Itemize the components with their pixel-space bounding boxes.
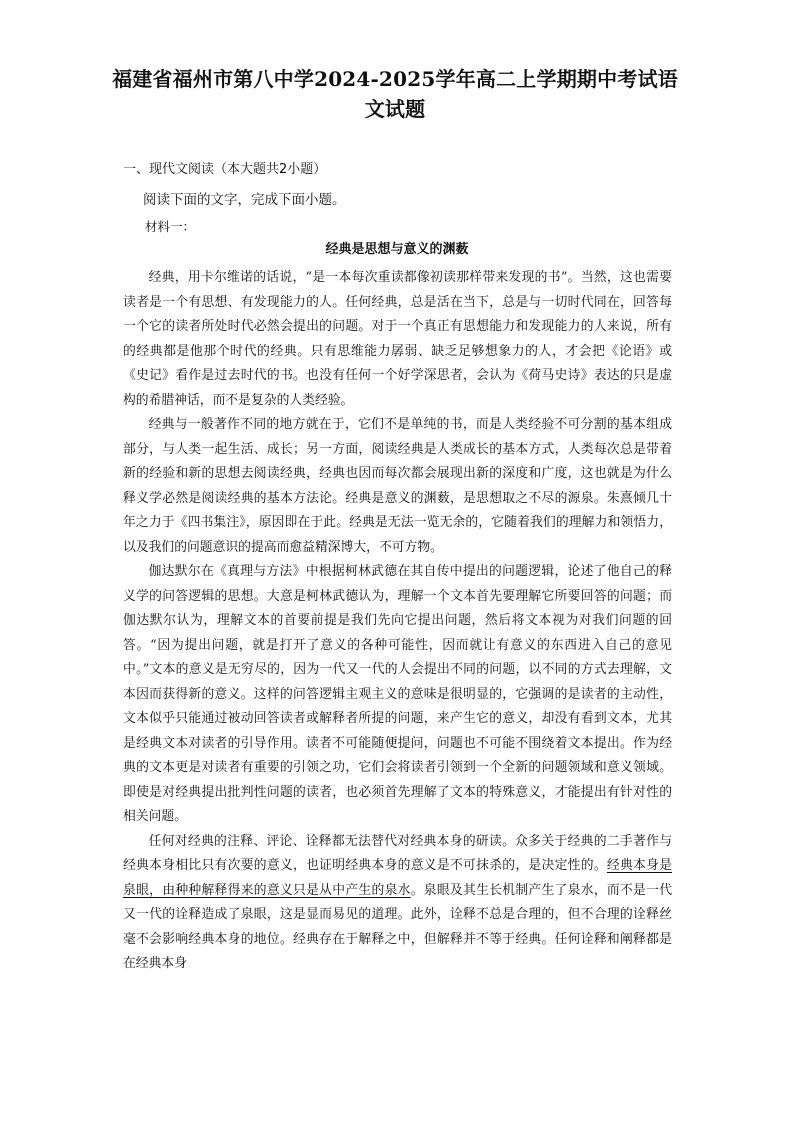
paragraph-3: 伽达默尔在《真理与方法》中根据柯林武德在其自传中提出的问题逻辑，论述了他自己的释义学的问答逻辑的思想。大意是柯林武德认为，理解一个文本首先要理解它所要回答的问题；而伽达默尔认为，理解文本的首要前提是我们先向它提出问题，然后将文本视为对我们问题的回答。“因为提出问题，就是打开了意义的各种可能性，因而就让有意义的东西进入自己的意见中。”文本的意义是无穷尽的，因为一代又一代的人会提出不同的问题，以不同的方式去理解，文本因而获得新的意义。这样的问答逻辑主观主义的意味是很明显的，它强调的是读者的主动性，文本似乎只能通过被动回答读者或解释者所提的问题，来产生它的意义，却没有看到文本，尤其是经典文本对读者的引导作用。读者不可能随便提问，问题也不可能不围绕着文本提出。作为经典的文本更是对读者有重要的引领之功，它们会将读者引领到一个全新的问题领域和意义领域。即使是对经典提出批判性问题的读者，也必须首先理解了文本的特殊意义，才能提出有针对性的相关问题。 [123, 564, 672, 824]
paragraph-4-text-before: 任何对经典的注释、评论、诠释都无法替代对经典本身的研读。众多关于经典的二手著作与经典本身相比只有次要的意义，也证明经典本身的意义是不可抹杀的，是决定性的。 [123, 833, 672, 873]
article-body [123, 266, 672, 1076]
paragraph-4 [123, 830, 672, 977]
document-title: 福建省福州市第八中学2024-2025学年高二上学期期中考试语文试题 [112, 67, 678, 121]
paragraph-2: 经典与一般著作不同的地方就在于，它们不是单纯的书，而是人类经验不可分割的基本组成部分，与人类一起生活、成长；另一方面，阅读经典是人类成长的基本方式，人类每次总是带着新的经验和新的思想去阅读经典，经典也因而每次都会展现出新的深度和广度，这也就是为什么释义学必然是阅读经典的基本方法论。经典是意义的渊薮，是思想取之不尽的源泉。朱熹倾几十年之力于《四书集注》，原因即在于此。经典是无法一览无余的，它随着我们的理解力和领悟力，以及我们的问题意识的提高而愈益精深博大，不可方物。 [123, 417, 672, 555]
section-heading: 一、现代文阅读（本大题共2小题） [123, 162, 327, 177]
paragraph-4-text-after: 。泉眼及其生长机制产生了泉水，而不是一代又一代的诠释造成了泉眼，这是显而易见的道理。此外，诠释不总是合理的，但不合理的诠释丝毫不会影响经典本身的地位。经典存在于解释之中，但解释并不等于经典。任何诠释和阐释都是在经典本身 [123, 882, 672, 971]
material-label: 材料一： [145, 219, 196, 234]
underlined-sentence: 经典本身是泉眼，由种种解释得来的意义只是从中产生的泉水 [123, 858, 672, 898]
paragraph-1: 经典，用卡尔维诺的话说，“是一本每次重读都像初读那样带来发现的书”。当然，这也需要读者是一个有思想、有发现能力的人。任何经典，总是活在当下，总是与一切时代同在，回答每一个它的读者所处时代必然会提出的问题。对于一个真正有思想能力和发现能力的人来说，所有的经典都是他那个时代的经典。只有思维能力孱弱、缺乏足够想象力的人，才会把《论语》或《史记》看作是过去时代的书。也没有任何一个好学深思者，会认为《荷马史诗》表达的只是虚构的希腊神话，而不是复杂的人类经验。 [123, 270, 672, 408]
reading-instruction: 阅读下面的文字，完成下面小题。 [143, 192, 346, 208]
article-title: 经典是思想与意义的渊薮 [325, 242, 469, 257]
